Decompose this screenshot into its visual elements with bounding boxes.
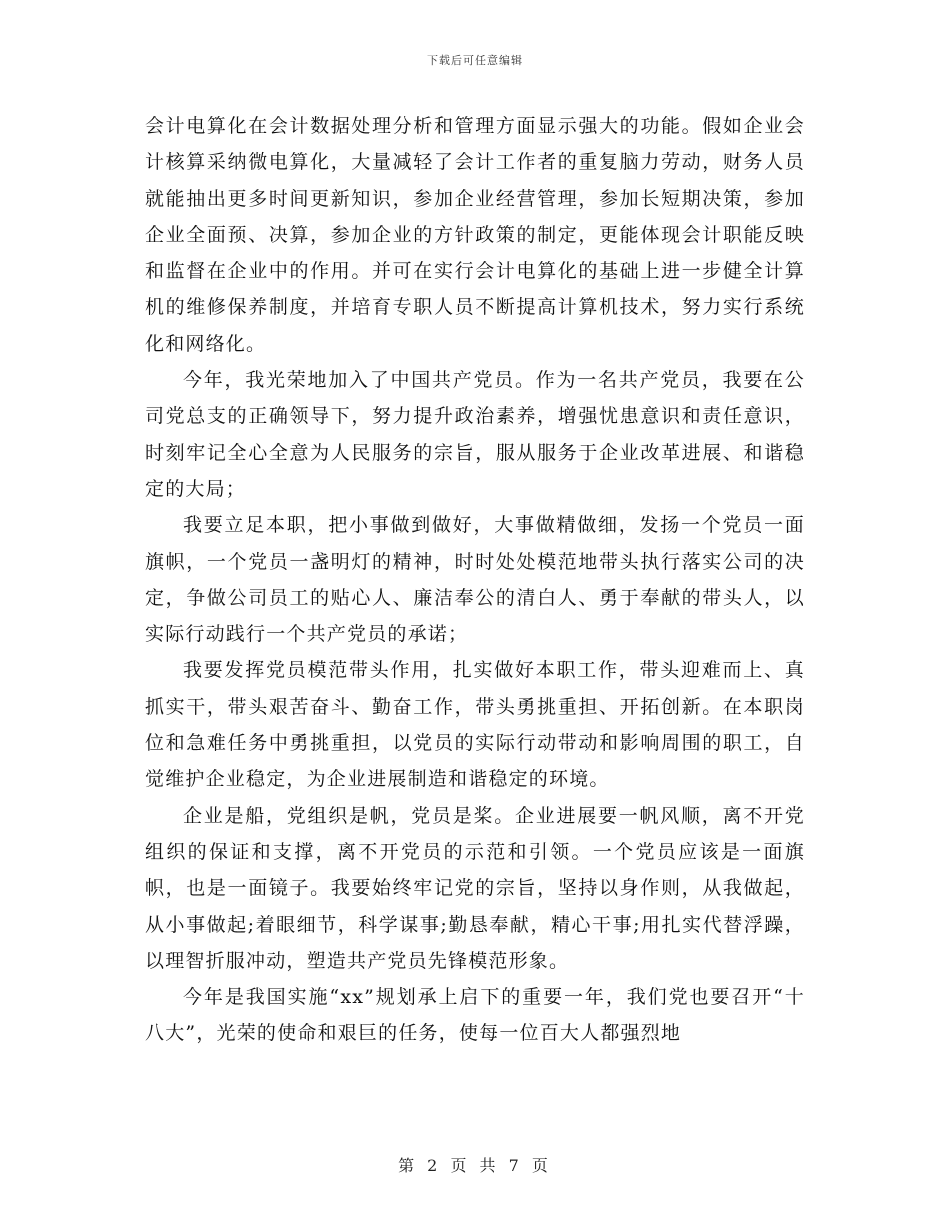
page-header: 下载后可任意编辑 bbox=[427, 54, 523, 67]
paragraph-1: 会计电算化在会计数据处理分析和管理方面显示强大的功能。假如企业会计核算采纳微电算化，大量减轻了会计工作者的重复脑力劳动，财务人员就能抽出更多时间更新知识，参加企业经营管理，参加长短期决策，参加企业全面预、决算，参加企业的方针政策的制定，更能体现会计职能反映和监督在企业中的作用。并可在实行会计电算化的基础上进一步健全计算机的维修保养制度，并培育专职人员不断提高计算机技术，努力实行系统化和网络化。 bbox=[145, 115, 805, 355]
paragraph-2: 今年，我光荣地加入了中国共产党员。作为一名共产党员，我要在公司党总支的正确领导下，努力提升政治素养，增强忧患意识和责任意识，时刻牢记全心全意为人民服务的宗旨，服从服务于企业改革进展、和谐稳定的大局； bbox=[145, 369, 805, 500]
paragraph-6: 今年是我国实施“xx”规划承上启下的重要一年，我们党也要召开“十八大”，光荣的使命和艰巨的任务，使每一位百大人都强烈地 bbox=[145, 986, 805, 1045]
paragraph-5: 企业是船，党组织是帆，党员是桨。企业进展要一帆风顺，离不开党组织的保证和支撑，离不开党员的示范和引领。一个党员应该是一面旗帜，也是一面镜子。我要始终牢记党的宗旨，坚持以身作则，从我做起，从小事做起;着眼细节，科学谋事;勤恳奉献，精心干事;用扎实代替浮躁，以理智折服冲动，塑造共产党员先锋模范形象。 bbox=[145, 804, 805, 972]
paragraph-4: 我要发挥党员模范带头作用，扎实做好本职工作，带头迎难而上、真抓实干，带头艰苦奋斗、勤奋工作，带头勇挑重担、开拓创新。在本职岗位和急难任务中勇挑重担，以党员的实际行动带动和影响周围的职工，自觉维护企业稳定，为企业进展制造和谐稳定的环境。 bbox=[145, 659, 805, 791]
paragraph-3: 我要立足本职，把小事做到做好，大事做精做细，发扬一个党员一面旗帜，一个党员一盏明灯的精神，时时处处模范地带头执行落实公司的决定，争做公司员工的贴心人、廉洁奉公的清白人、勇于奉献的带头人，以实际行动践行一个共产党员的承诺； bbox=[145, 514, 805, 646]
page-number-footer: 第 2 页 共 7 页 bbox=[398, 1156, 552, 1175]
document-body bbox=[145, 108, 805, 1052]
